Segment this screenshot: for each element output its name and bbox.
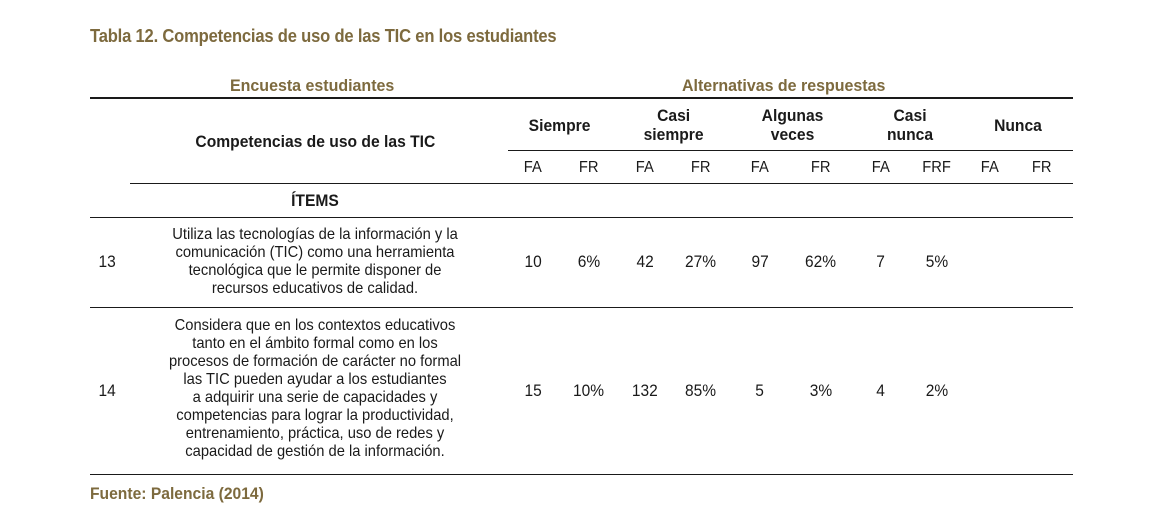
cell-value: 10% [573,381,605,400]
group-header-label: Algunas veces [761,106,824,144]
competencies-header: Competencias de uso de las TIC [195,131,435,151]
group-rule [508,150,1073,151]
cell-value: 5 [755,381,765,400]
subcol-fa-siempre: FA [524,158,542,176]
subcol-fa-casi-nunca: FA [872,158,890,176]
cell-value [1017,218,1067,307]
cell-value: 27% [685,253,717,271]
cell-value [965,308,1015,474]
group-header-label: Casi siempre [643,106,704,144]
subcol-fr-siempre: FR [579,158,599,176]
group-header-label: Siempre [529,115,591,135]
cell-value: 97 [751,253,769,271]
cell-value: 15 [524,381,542,400]
table-source: Fuente: Palencia (2014) [90,484,264,503]
group-header-casi-siempre [619,100,729,150]
cell-value [1017,308,1067,474]
top-rule [90,97,1073,99]
subcol-fr-casi-siempre: FR [691,158,711,176]
alternatives-header: Alternativas de respuestas [682,76,886,95]
cell-value: 42 [636,253,654,271]
table-caption: Tabla 12. Competencias de uso de las TIC en los estudiantes [90,26,557,46]
row-number: 14 [98,381,117,400]
row-item-text: Considera que en los contextos educativos tanto en el ámbito formal como en los procesos de formación de carácter no formal las TIC pueden ayudar a los estudiantes a adquirir una serie de capacidades y competencias para lograr la productividad, entrenamiento, práctica, uso de redes y capacidad de gestión de la información. [168,317,462,460]
subheader-rule [130,183,1073,184]
items-header: ÍTEMS [291,191,339,210]
subcol-fa-casi-siempre: FA [636,158,654,176]
cell-value: 132 [632,381,658,400]
competencies-header-cell [130,100,500,182]
row-item-text: Utiliza las tecnologías de la información y la comunicación (TIC) como una herramienta tecnológica que le permite disponer de recursos educativos de calidad. [172,226,458,297]
group-header-nunca [963,100,1073,150]
bottom-rule [90,474,1073,475]
cell-value: 2% [925,381,949,400]
group-header-casi-nunca [855,100,965,150]
survey-header: Encuesta estudiantes [230,76,395,95]
subcol-fr-algunas-veces: FR [811,158,831,176]
cell-value: 3% [809,381,833,400]
group-header-siempre [505,100,615,150]
group-header-label: Nunca [994,115,1042,135]
row-number: 13 [98,253,117,271]
cell-value: 85% [685,381,717,400]
cell-value: 4 [876,381,886,400]
cell-value: 10 [524,253,542,271]
cell-value: 5% [925,253,949,271]
items-header-cell [130,185,500,216]
cell-value: 7 [876,253,886,271]
table-row [90,218,125,307]
table-row [90,308,125,474]
group-header-label: Casi nunca [886,106,934,144]
cell-value: 6% [577,253,601,271]
subcol-fa-nunca: FA [981,158,999,176]
subcol-fr-nunca: FR [1032,158,1052,176]
subcol-fa-algunas-veces: FA [751,158,769,176]
subcol-frf-casi-nunca: FRF [922,158,952,176]
group-header-algunas-veces [735,100,850,150]
cell-value [965,218,1015,307]
cell-value: 62% [805,253,837,271]
